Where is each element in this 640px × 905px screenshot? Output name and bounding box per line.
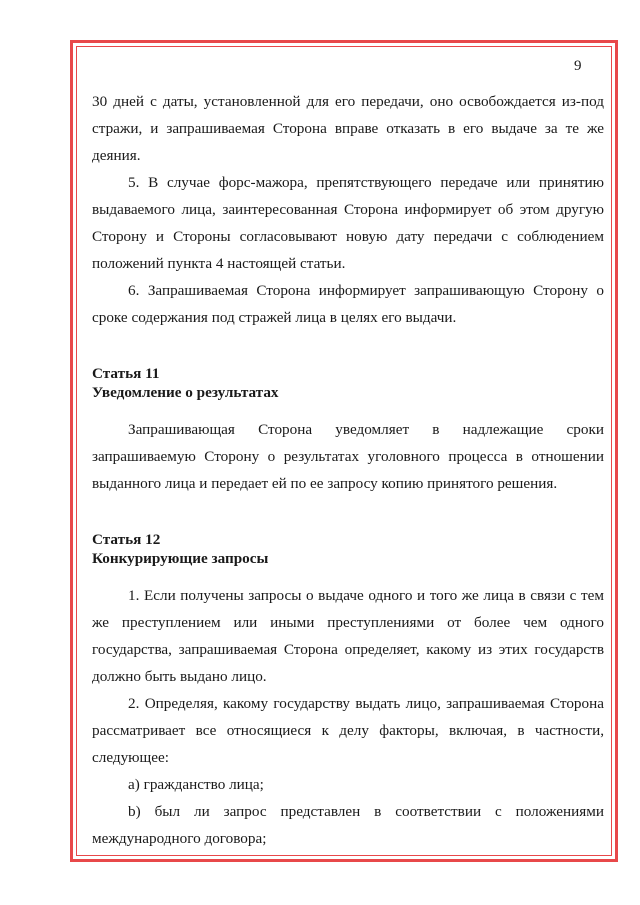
article-12-title: Конкурирующие запросы — [92, 550, 269, 567]
article-12-paragraph-2: 2. Определяя, какому государству выдать лицо, запрашиваемая Сторона рассматривает все относящиеся к делу факторы, включая, в частности, следующее: — [92, 695, 604, 766]
list-item-b: b) был ли запрос представлен в соответствии с положениями международного договора; — [92, 803, 604, 847]
list-item-a: а) гражданство лица; — [128, 776, 264, 793]
article-12-heading — [92, 530, 604, 568]
page-number: 9 — [574, 58, 582, 74]
paragraph-5: 5. В случае форс-мажора, препятствующего передаче или принятию выдаваемого лица, заинтересованная Сторона информирует об этом другую Сторону и Стороны согласовывают новую дату передачи с соблюдением положений пункта 4 настоящей статьи. — [92, 174, 604, 272]
paragraph-6: 6. Запрашиваемая Сторона информирует запрашивающую Сторону о сроке содержания под стражей лица в целях его выдачи. — [92, 282, 604, 326]
document-body — [92, 88, 604, 852]
paragraph-continuation: 30 дней с даты, установленной для его передачи, оно освобождается из-под стражи, и запрашиваемая Сторона вправе отказать в его выдаче за те же деяния. — [92, 93, 604, 164]
article-12-paragraph-1: 1. Если получены запросы о выдаче одного и того же лица в связи с тем же преступлением или иными преступлениями от более чем одного государства, запрашиваемая Сторона определяет, какому из этих государств должно быть выдано лицо. — [92, 587, 604, 685]
article-11-title: Уведомление о результатах — [92, 384, 279, 401]
article-11-heading — [92, 364, 604, 402]
article-11-text: Запрашивающая Сторона уведомляет в надлежащие сроки запрашиваемую Сторону о результатах уголовного процесса в отношении выданного лица и передает ей по ее запросу копию принятого решения. — [92, 421, 604, 492]
article-11-number: Статья 11 — [92, 365, 160, 382]
article-12-number: Статья 12 — [92, 531, 161, 548]
